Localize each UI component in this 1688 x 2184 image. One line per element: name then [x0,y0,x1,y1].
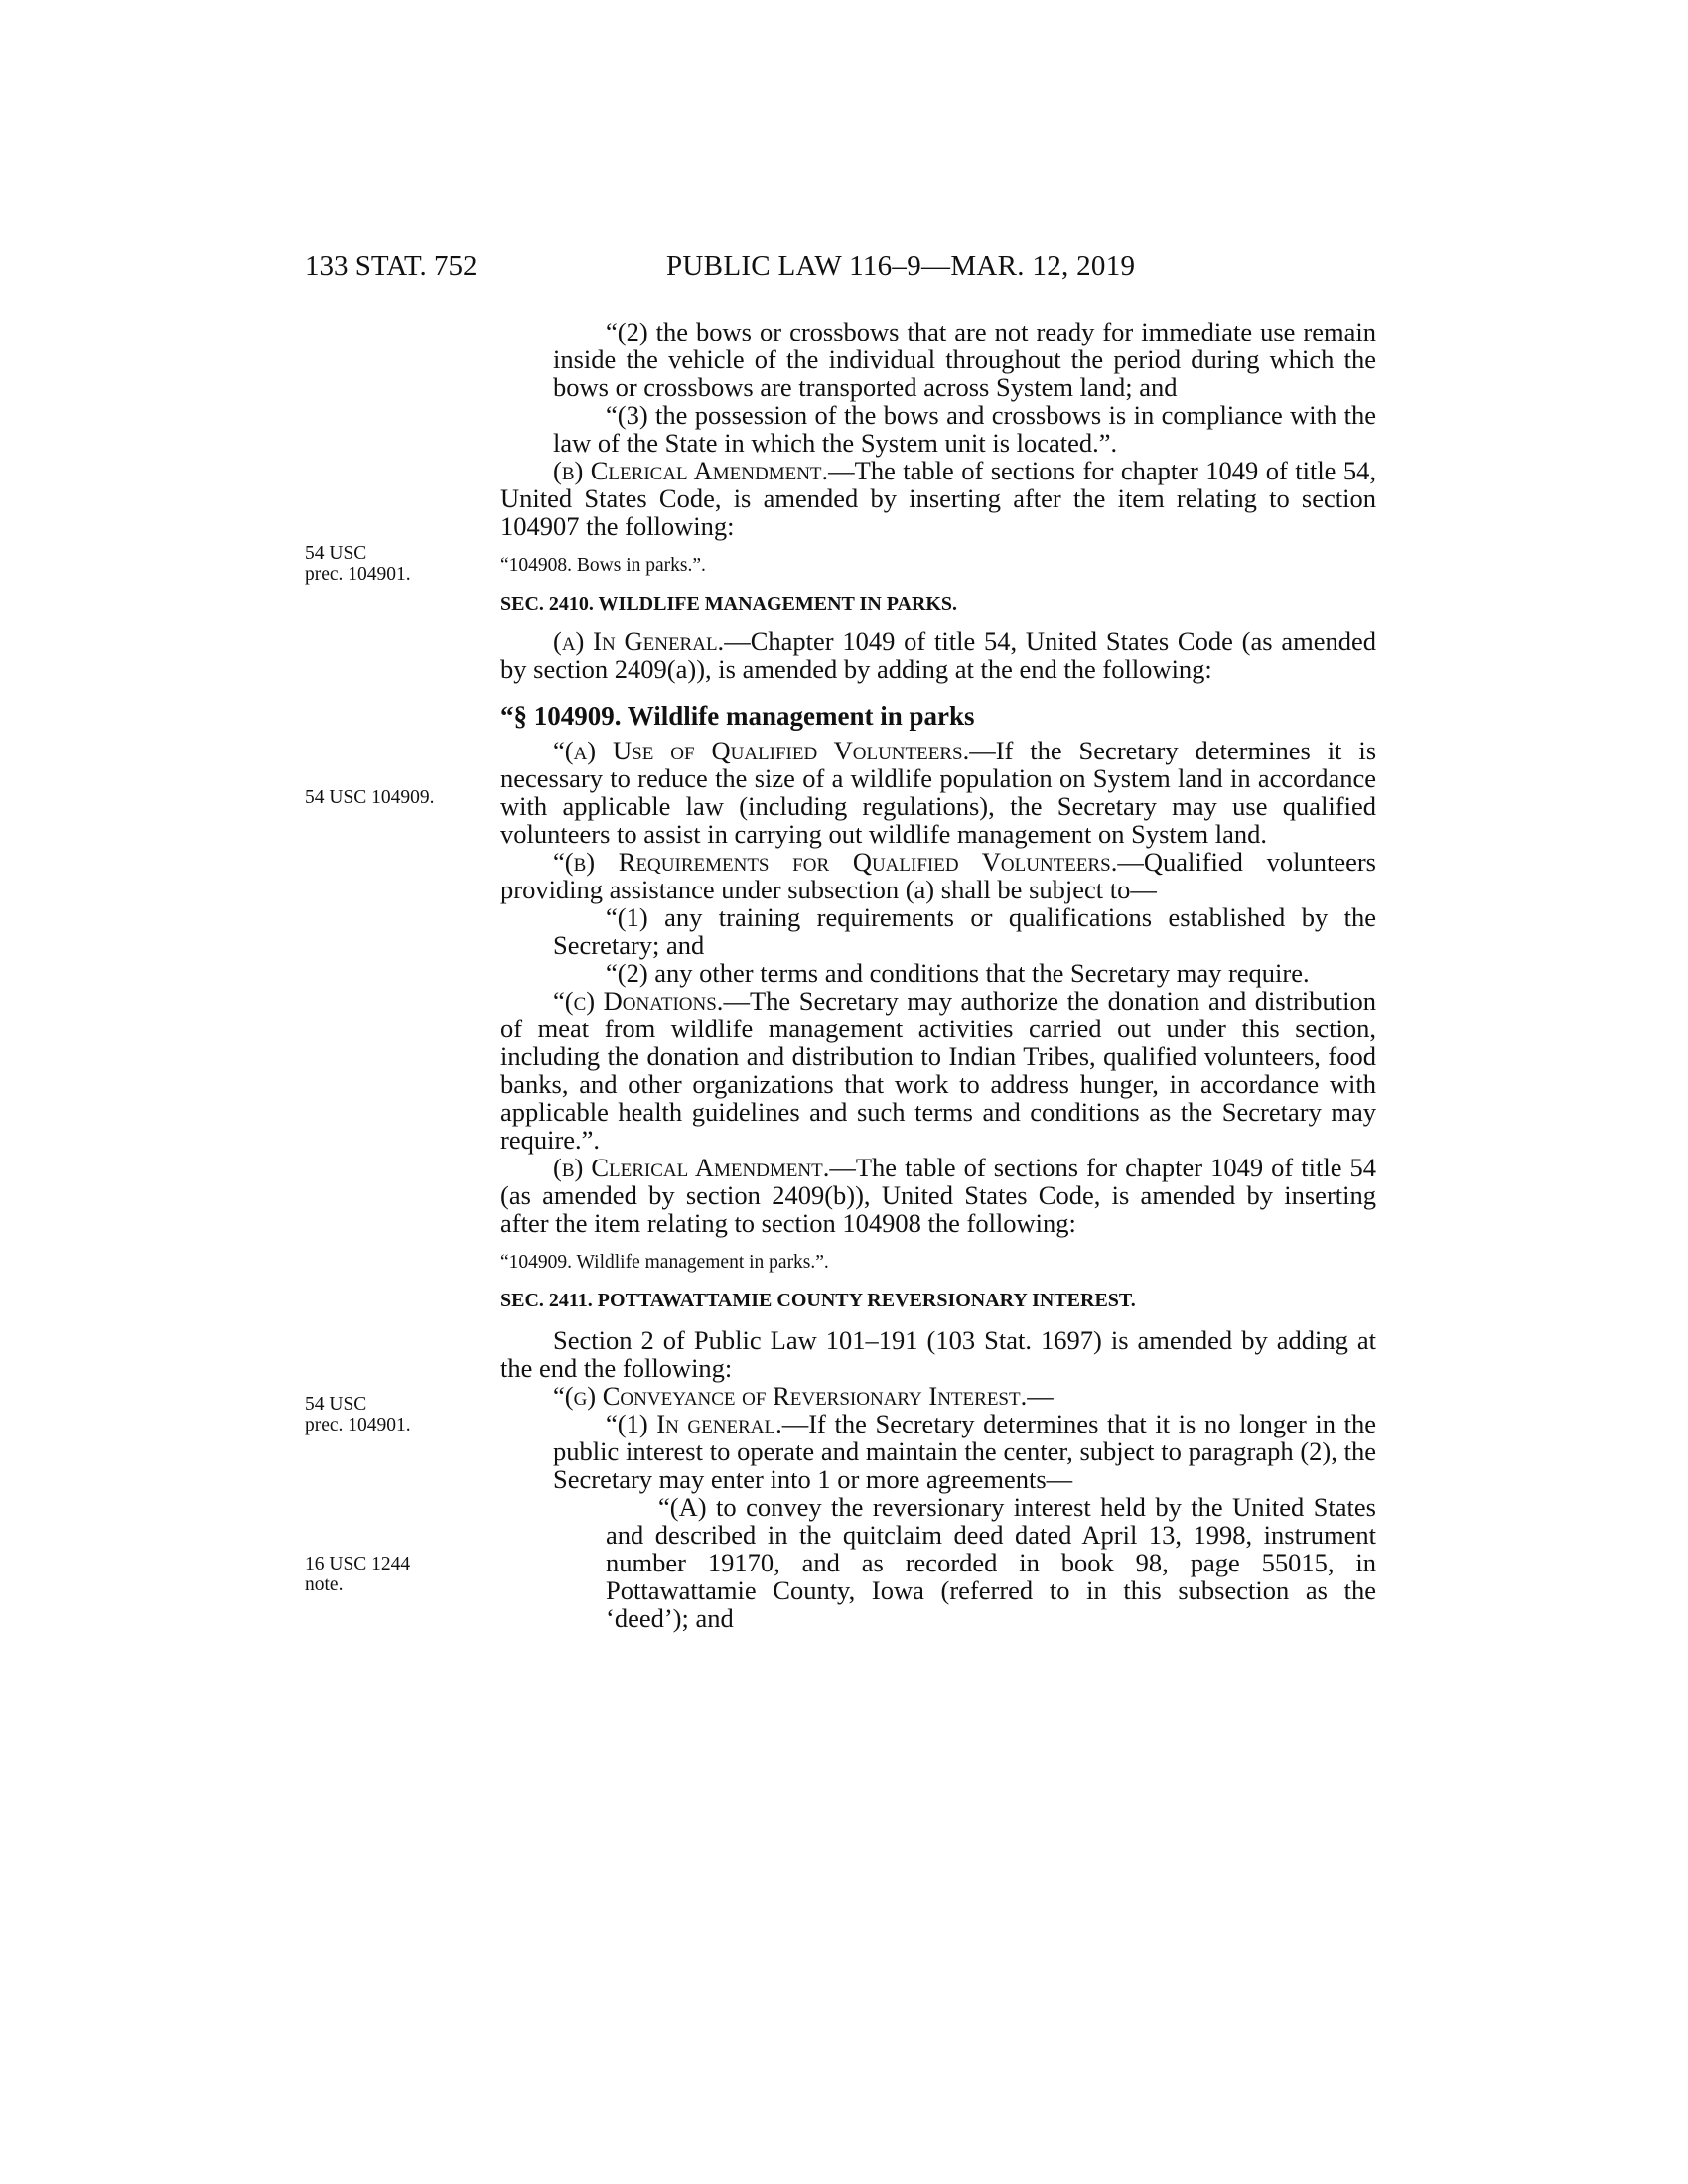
running-title: PUBLIC LAW 116–9—MAR. 12, 2019 [666,250,1136,282]
margin-note-line: 54 USC 104909. [305,787,435,808]
paragraph-label: (b) Clerical Amendment. [553,1153,830,1182]
paragraph-in-general [500,627,1376,683]
paragraph-label: (b) Clerical Amendment. [553,456,829,485]
paragraph-subsection-g [500,1382,1376,1410]
paragraph-text: —Qualified volunteers providing assistance under subsection (a) shall be subject to— [500,847,1376,904]
paragraph-text: — [1027,1381,1054,1411]
paragraph-label: “(1) In general. [606,1409,782,1438]
paragraph-subsection-b-2: “(2) any other terms and conditions that the Secretary may require. [606,958,1310,988]
paragraph-subsection-b [500,848,1376,903]
paragraph-text: —The table of sections for chapter 1049 of title 54, United States Code, is amended by inserting after the item relating to section 104907 the following: [500,456,1377,541]
paragraph-section-2: Section 2 of Public Law 101–191 (103 Stat. 1697) is amended by adding at the end the following: [500,1325,1376,1383]
paragraph-label: “(c) Donations. [553,986,724,1016]
paragraph-text: —Chapter 1049 of title 54, United States Code (as amended by section 2409(a)), is amended by adding at the end the following: [500,626,1376,684]
margin-note-line: 16 USC 1244 [305,1554,411,1574]
margin-note-line: prec. 104901. [305,564,411,585]
toc-item-104909: “104909. Wildlife management in parks.”. [500,1252,829,1273]
body-text [500,318,1376,1632]
paragraph-subsection-b-1: “(1) any training requirements or qualifications established by the Secretary; and [553,902,1376,960]
paragraph-text: —The table of sections for chapter 1049 of title 54 (as amended by section 2409(b)), United States Code, is amended by inserting after the item relating to section 104908 the following: [500,1153,1376,1238]
paragraph-label: (a) In General. [553,626,725,656]
paragraph-label: “(g) Conveyance of Reversionary Interest. [553,1381,1028,1411]
paragraph-subsection-c [500,987,1376,1154]
margin-note-3 [305,1394,454,1435]
section-heading-2410: SEC. 2410. WILDLIFE MANAGEMENT IN PARKS. [500,593,958,614]
paragraph-label: “(b) Requirements for Qualified Volunteers. [553,847,1118,877]
toc-item-104908: “104908. Bows in parks.”. [500,555,706,576]
margin-note-line: 54 USC [305,1394,367,1415]
paragraph-label: “(a) Use of Qualified Volunteers. [553,736,970,765]
margin-note-line: 54 USC [305,543,367,564]
paragraph-text: —If the Secretary determines that it is no longer in the public interest to operate and maintain the center, subject to paragraph (2), the Secretary may enter into 1 or more agreements— [553,1409,1376,1494]
section-heading-2411: SEC. 2411. POTTAWATTAMIE COUNTY REVERSIONARY INTEREST. [500,1290,1136,1311]
paragraph-clerical-amendment-2 [500,1154,1376,1237]
paragraph-text: —The Secretary may authorize the donation and distribution of meat from wildlife management activities carried out under this section, including the donation and distribution to Indian Tribes, qualified volunteers, food banks, and other organizations that work to address hunger, in accordance with applicable health guidelines and such terms and conditions as the Secretary may require.”. [500,986,1377,1155]
paragraph-subsection-g-1-a: “(A) to convey the reversionary interest held by the United States and described in the quitclaim deed dated April 13, 1998, instrument number 19170, and as recorded in book 98, page 55015, in Pottawattamie County, Iowa (referred to in this subsection as the ‘deed’); and [606,1492,1376,1633]
paragraph-bows-3: “(3) the possession of the bows and crossbows is in compliance with the law of the State in which the System unit is located.”. [553,400,1376,458]
paragraph-subsection-a [500,737,1376,848]
margin-note-2 [305,787,454,808]
margin-note-line: prec. 104901. [305,1415,411,1435]
margin-note-4 [305,1554,454,1595]
paragraph-clerical-amendment-1 [500,457,1376,540]
section-title-104909: “§ 104909. Wildlife management in parks [500,701,975,731]
statute-page-number: 133 STAT. 752 [305,250,478,282]
paragraph-bows-2: “(2) the bows or crossbows that are not ready for immediate use remain inside the vehicle of the individual throughout the period during which the bows or crossbows are transported across System land; and [553,317,1376,402]
margin-note-line: note. [305,1574,344,1595]
page-header [305,250,1363,290]
paragraph-text: —If the Secretary determines it is necessary to reduce the size of a wildlife population on System land in accordance with applicable law (including regulations), the Secretary may use qualified volunteers to assist in carrying out wildlife management on System land. [500,736,1377,849]
margin-note-1 [305,543,454,585]
paragraph-subsection-g-1 [500,1410,1376,1493]
